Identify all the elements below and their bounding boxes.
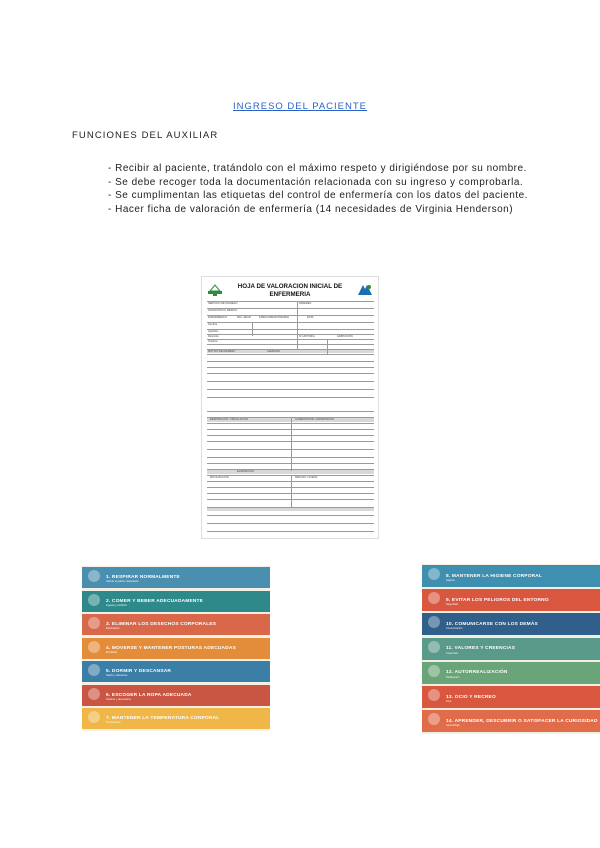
need-band xyxy=(82,591,270,612)
need-band xyxy=(82,708,270,729)
need-icon xyxy=(428,665,440,677)
page-title[interactable]: INGRESO DEL PACIENTE xyxy=(232,101,368,112)
health-service-logo-icon xyxy=(356,283,374,297)
need-title: 14. APRENDER, DESCUBRIR O SATISFACER LA CURIOSIDAD xyxy=(446,718,598,724)
need-icon xyxy=(88,664,100,676)
need-icon xyxy=(88,688,100,700)
form-rule xyxy=(207,373,374,374)
form-divider xyxy=(291,417,292,471)
form-divider xyxy=(297,301,298,349)
need-title: 12. AUTORREALIZACIÓN xyxy=(446,670,508,676)
form-field-label: Apellidos xyxy=(208,330,219,333)
form-field-label: PAREDES xyxy=(299,302,312,305)
form-rule xyxy=(207,344,374,345)
need-icon xyxy=(428,641,440,653)
form-rule xyxy=(207,381,374,382)
need-band xyxy=(422,589,600,611)
form-divider xyxy=(327,339,328,354)
form-divider xyxy=(291,475,292,507)
need-description: Vestirse y desvestirse xyxy=(106,697,132,701)
need-description: Creencias xyxy=(446,651,458,655)
form-field-label: ALIMENTACION / HIDRATACION xyxy=(295,418,334,421)
form-field-label: ENFERMERA/O xyxy=(208,316,228,319)
form-field-label: MOTIVO DE INGRESO xyxy=(208,350,236,353)
form-rule xyxy=(207,339,374,340)
nursing-assessment-form-image xyxy=(201,276,379,539)
need-description: Aprendizaje xyxy=(446,724,460,728)
bullet-item: - Recibir al paciente, tratándolo con el máximo respeto y dirigiéndose por su nombre. xyxy=(108,163,527,174)
need-title: 6. ESCOGER LA ROPA ADECUADA xyxy=(106,692,192,698)
henderson-needs-infographic-right xyxy=(422,564,600,734)
need-description: Temperatura xyxy=(106,721,121,724)
need-icon xyxy=(88,594,100,606)
need-description: Eliminación xyxy=(106,627,120,630)
need-description: Ingesta y nutrición xyxy=(106,603,128,607)
form-field-label: PAC. EDAD xyxy=(237,316,251,319)
need-band xyxy=(422,686,600,708)
need-title: 3. ELIMINAR LOS DESECHOS CORPORALES xyxy=(106,622,217,627)
form-field-label: Dirección xyxy=(208,335,219,338)
form-rule xyxy=(207,389,374,390)
bullet-item: - Hacer ficha de valoración de enfermería (14 necesidades de Virginia Henderson) xyxy=(108,203,514,215)
form-rule xyxy=(207,515,374,516)
form-divider xyxy=(252,322,253,336)
need-description: Seguridad xyxy=(446,603,458,607)
form-field-label: RESPIRACION / CIRCULACION xyxy=(210,418,248,421)
need-band xyxy=(82,567,270,588)
need-title: 11. VALORES Y CREENCIAS xyxy=(446,646,516,652)
form-field-label: Nombre xyxy=(208,323,218,326)
form-rule xyxy=(207,354,374,355)
need-band xyxy=(422,638,600,660)
need-icon xyxy=(88,711,100,723)
need-band xyxy=(82,614,270,635)
need-description: Valorar el patrón respiratorio xyxy=(106,580,139,583)
form-field-label: MOVILIZACION xyxy=(210,476,229,479)
need-band xyxy=(422,565,600,587)
need-title: 13. OCIO Y RECREO xyxy=(446,694,496,700)
need-title: 1. RESPIRAR NORMALMENTE xyxy=(106,575,180,580)
form-title: HOJA DE VALORACION INICIAL DE ENFERMERIA xyxy=(237,283,343,298)
form-field-label: HABITACIÓN xyxy=(337,335,353,338)
form-field-label: Teléfono xyxy=(208,340,218,343)
junta-logo-icon xyxy=(207,283,223,297)
need-icon xyxy=(88,617,100,629)
need-band xyxy=(422,662,600,684)
need-band xyxy=(82,685,270,706)
need-description: Ocio xyxy=(446,700,452,703)
form-rule xyxy=(207,315,374,316)
form-rule xyxy=(207,397,374,398)
need-title: 10. COMUNICARSE CON LOS DEMÁS xyxy=(446,621,538,627)
form-field-label: FAMILIA/RESPONSABLE xyxy=(259,316,289,319)
need-band xyxy=(422,710,600,732)
need-title: 2. COMER Y BEBER ADECUADAMENTE xyxy=(106,598,204,604)
form-field-label: DIAGNÓSTICO MÉDICO xyxy=(208,309,238,312)
form-grid xyxy=(207,301,374,536)
need-title: 9. EVITAR LOS PELIGROS DEL ENTORNO xyxy=(446,597,549,603)
need-icon xyxy=(428,689,440,701)
need-title: 5. DORMIR Y DESCANSAR xyxy=(106,669,172,674)
form-rule xyxy=(207,361,374,362)
form-rule xyxy=(207,523,374,524)
need-description: Realización xyxy=(446,675,460,679)
need-band xyxy=(422,613,600,635)
form-rule xyxy=(207,322,374,323)
bullet-item: - Se cumplimentan las etiquetas del control de enfermería con los datos del paciente. xyxy=(108,190,528,202)
form-rule xyxy=(207,367,374,368)
form-field-label: ALERGIAS xyxy=(267,350,280,353)
need-description: Movilidad xyxy=(106,650,117,654)
need-icon xyxy=(88,570,100,582)
need-band xyxy=(82,638,270,659)
bullet-item: - Se debe recoger toda la documentación relacionada con su ingreso y comprobarla. xyxy=(108,176,524,188)
need-description: Sueño y descanso xyxy=(106,674,128,677)
need-description: Higiene xyxy=(446,579,455,582)
form-field-label: REPOSO / SUEÑO xyxy=(295,476,318,479)
form-field-label: DATA xyxy=(307,316,314,319)
form-rule xyxy=(207,531,374,532)
need-icon xyxy=(88,641,100,653)
form-field-label: ELIMINACION xyxy=(237,470,254,473)
need-title: 8. MANTENER LA HIGIENE CORPORAL xyxy=(446,573,543,579)
form-field-label: SERVICIO DE INGRESO xyxy=(208,302,238,305)
section-heading: FUNCIONES DEL AUXILIAR xyxy=(72,130,219,141)
need-title: 7. MANTENER LA TEMPERATURA CORPORAL xyxy=(106,716,220,721)
need-band xyxy=(82,661,270,682)
form-field-label: Nº HISTORIA xyxy=(299,335,315,338)
bullet-list xyxy=(108,162,528,216)
form-rule xyxy=(207,507,374,508)
henderson-needs-infographic-left xyxy=(82,566,270,731)
need-icon xyxy=(428,568,440,580)
need-description: Comunicación xyxy=(446,627,463,631)
form-rule xyxy=(207,329,374,330)
need-title: 4. MOVERSE Y MANTENER POSTURAS ADECUADAS xyxy=(106,645,236,651)
form-rule xyxy=(207,411,374,412)
